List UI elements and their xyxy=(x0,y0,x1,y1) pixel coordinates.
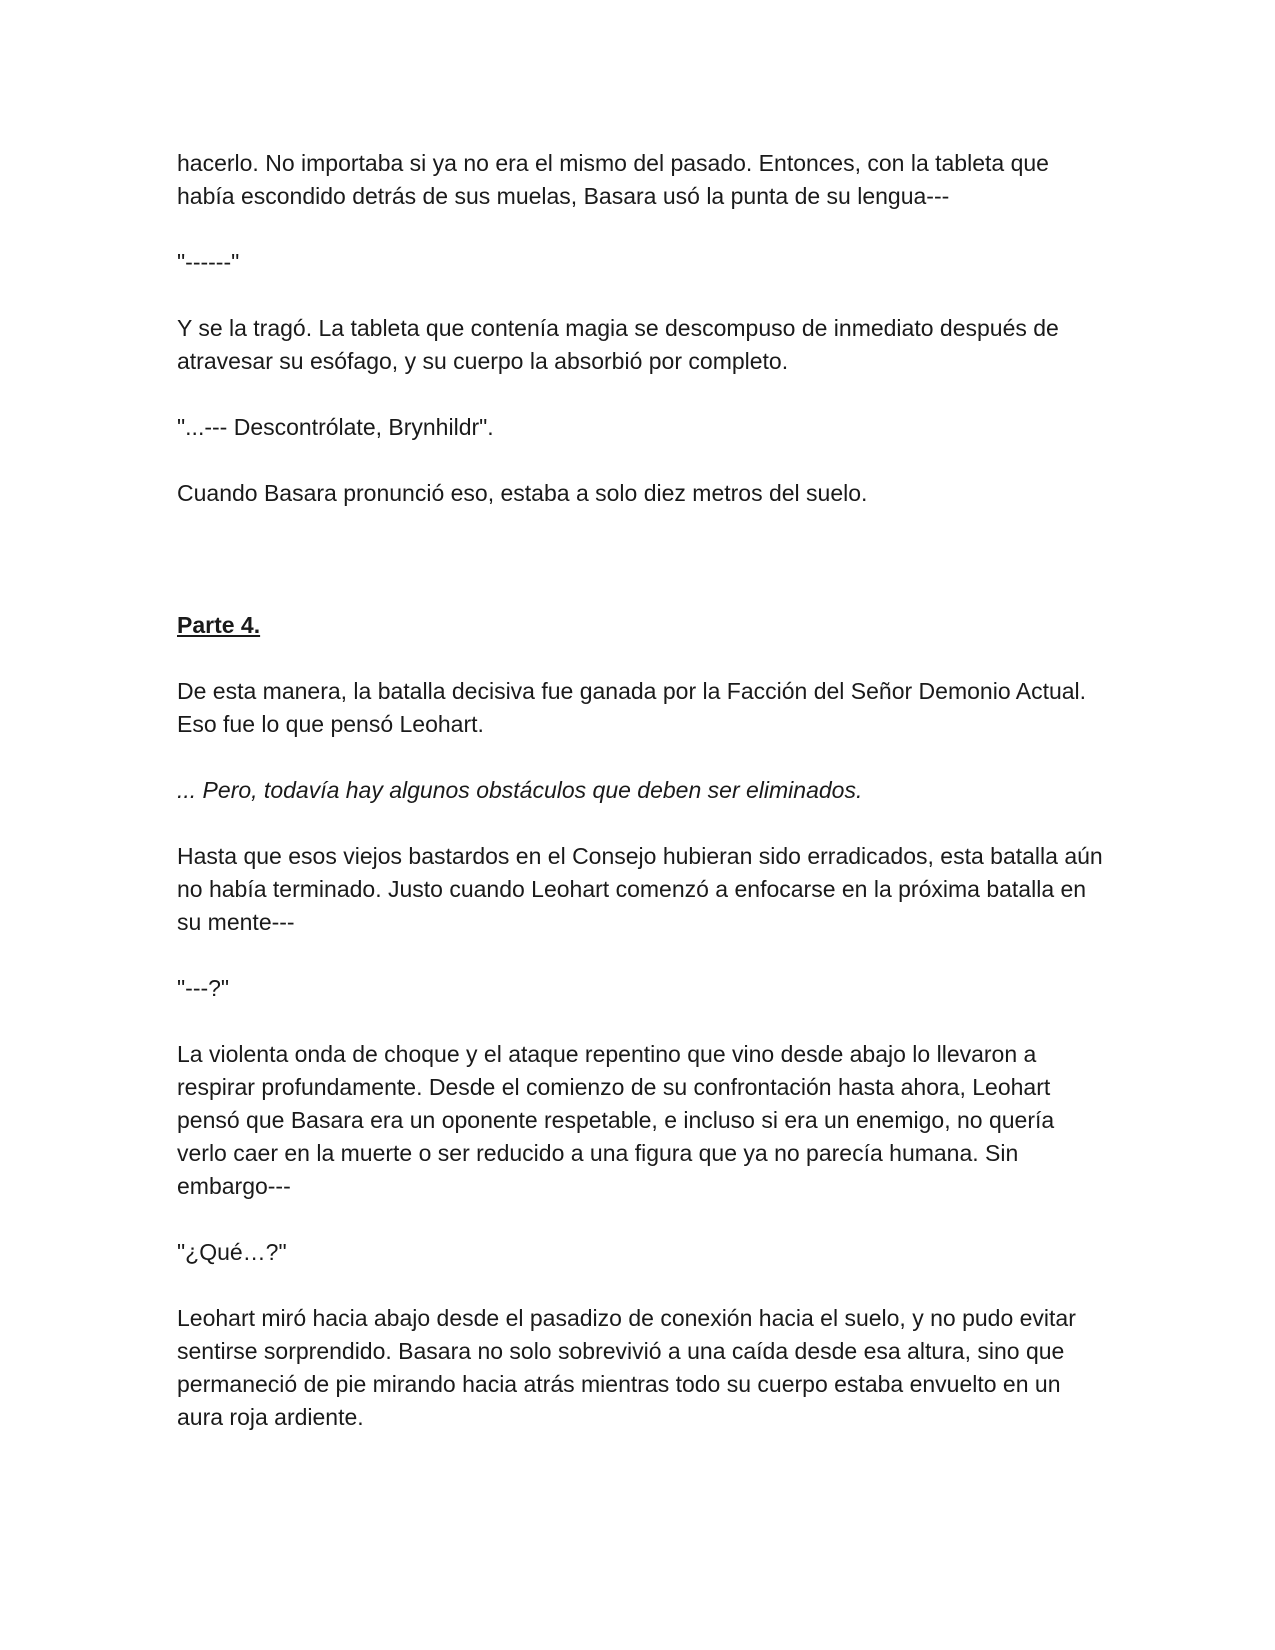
section-spacer xyxy=(177,543,1107,609)
section-heading: Parte 4. xyxy=(177,612,261,638)
paragraph-dialogue: "------" xyxy=(177,249,240,275)
paragraph: Y se la tragó. La tableta que contenía magia se descompuso de inmediato después de atravesar su esófago, y su cuerpo la absorbió por completo. xyxy=(177,315,1059,374)
paragraph-dialogue: "¿Qué…?" xyxy=(177,1239,287,1265)
paragraph-dialogue: "---?" xyxy=(177,975,230,1001)
paragraph: La violenta onda de choque y el ataque repentino que vino desde abajo lo llevaron a respirar profundamente. Desde el comienzo de su confrontación hasta ahora, Leohart pensó que Basara era un oponente respetable, e incluso si era un enemigo, no quería verlo caer en la muerte o ser reducido a una figura que ya no parecía humana. Sin embargo--- xyxy=(177,1041,1055,1199)
paragraph: Cuando Basara pronunció eso, estaba a solo diez metros del suelo. xyxy=(177,480,868,506)
paragraph: Leohart miró hacia abajo desde el pasadizo de conexión hacia el suelo, y no pudo evitar sentirse sorprendido. Basara no solo sobrevivió a una caída desde esa altura, sino que permaneció de pie mirando hacia atrás mientras todo su cuerpo estaba envuelto en un aura roja ardiente. xyxy=(177,1305,1076,1430)
paragraph: Hasta que esos viejos bastardos en el Consejo hubieran sido erradicados, esta batalla aún no había terminado. Justo cuando Leohart comenzó a enfocarse en la próxima batalla en su mente--- xyxy=(177,843,1103,935)
paragraph: De esta manera, la batalla decisiva fue ganada por la Facción del Señor Demonio Actual. Eso fue lo que pensó Leohart. xyxy=(177,678,1087,737)
paragraph-dialogue: "...--- Descontrólate, Brynhildr". xyxy=(177,414,494,440)
paragraph: hacerlo. No importaba si ya no era el mismo del pasado. Entonces, con la tableta que había escondido detrás de sus muelas, Basara usó la punta de su lengua--- xyxy=(177,150,1049,209)
document-body xyxy=(177,147,1107,1467)
paragraph-thought: ... Pero, todavía hay algunos obstáculos que deben ser eliminados. xyxy=(177,777,863,803)
